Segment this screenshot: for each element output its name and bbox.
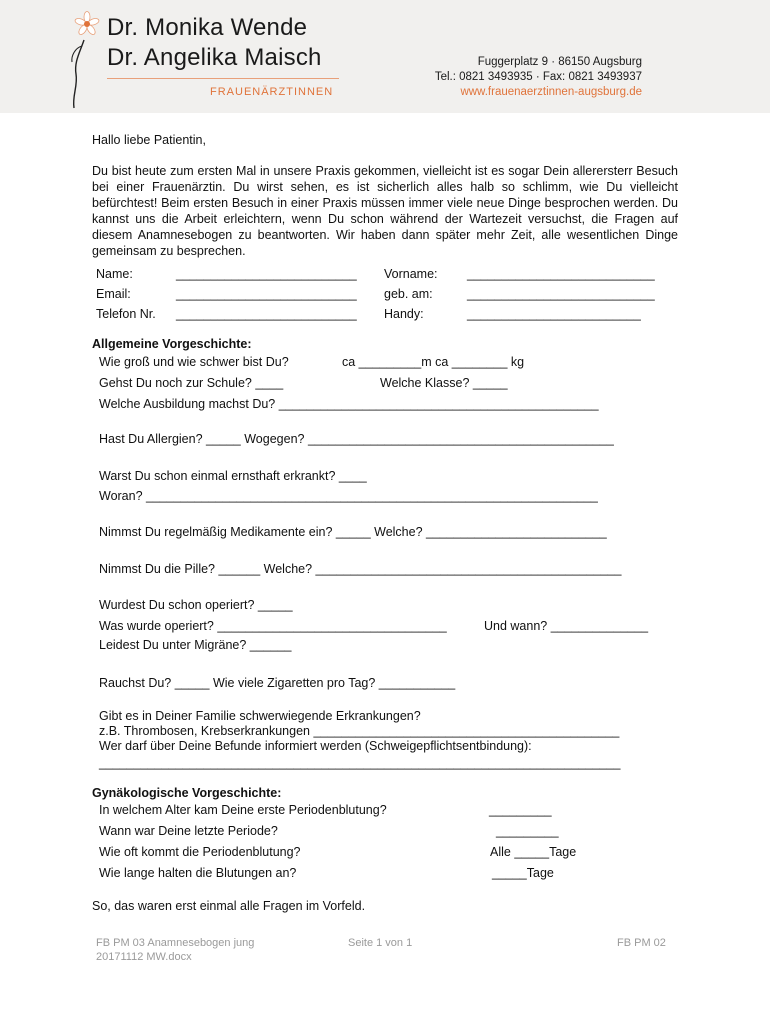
page-number: Seite 1 von 1 [348,937,413,949]
letterhead [0,0,770,113]
migraine-question[interactable]: Leidest Du unter Migräne? ______ [99,638,292,652]
birthdate-label: geb. am: [384,287,433,301]
doctor-name-2: Dr. Angelika Maisch [107,44,322,71]
birthdate-field[interactable]: ___________________________ [467,287,655,301]
flower-logo-icon [60,10,100,110]
consent-field[interactable]: ___________________________________________________________________________ [99,756,621,770]
surgery-question[interactable]: Wurdest Du schon operiert? _____ [99,598,293,612]
intro-paragraph: Du bist heute zum ersten Mal in unsere Praxis gekommen, vielleicht ist es sogar Dein allerersterr Besuch bei einer Frauenärztin. Du wirst sehen, es ist sicherlich alles halb so schlimm, wie Du vielleicht befürchtest! Beim ersten Besuch in einer Praxis müssen immer viele neue Dinge besprochen werden. Du kannst uns die Arbeit erleichtern, wenn Du schon während der Wartezeit versuchst, die Fragen auf diesem Anamnesebogen zu beantworten. Wir haben dann später mehr Zeit, alle wesentlichen Dinge gemeinsam zu besprechen. [92,164,678,258]
vorname-field[interactable]: ___________________________ [467,267,655,281]
vorname-label: Vorname: [384,267,438,281]
gyn-history-heading: Gynäkologische Vorgeschichte: [92,786,282,800]
phone-label: Telefon Nr. [96,307,156,321]
period-duration-question: Wie lange halten die Blutungen an? [99,866,297,880]
smoking-question[interactable]: Rauchst Du? _____ Wie viele Zigaretten pro Tag? ___________ [99,676,456,690]
pill-question[interactable]: Nimmst Du die Pille? ______ Welche? ____________________________________________ [99,562,622,576]
general-history-heading: Allgemeine Vorgeschichte: [92,337,252,351]
school-question[interactable]: Gehst Du noch zur Schule? ____ [99,376,284,390]
illness-question[interactable]: Warst Du schon einmal ernsthaft erkrankt? ____ [99,469,367,483]
mobile-field[interactable]: _________________________ [467,307,641,321]
name-label: Name: [96,267,133,281]
size-question: Wie groß und wie schwer bist Du? [99,355,289,369]
illness-detail-field[interactable]: Woran? _________________________________________________________________ [99,489,598,503]
class-question[interactable]: Welche Klasse? _____ [380,376,508,390]
email-field[interactable]: __________________________ [176,287,357,301]
doctor-name-1: Dr. Monika Wende [107,14,308,41]
closing-text: So, das waren erst einmal alle Fragen im Vorfeld. [92,899,366,913]
practice-subtitle: FRAUENÄRZTINNEN [210,86,334,98]
address: Fuggerplatz 9 · 86150 Augsburg [477,56,642,68]
last-period-question: Wann war Deine letzte Periode? [99,824,278,838]
period-frequency-question: Wie oft kommt die Periodenblutung? [99,845,301,859]
consent-question: Wer darf über Deine Befunde informiert werden (Schweigepflichtsentbindung): [99,739,532,753]
phone-field[interactable]: __________________________ [176,307,357,321]
mobile-label: Handy: [384,307,424,321]
size-answer-field[interactable]: ca _________m ca ________ kg [342,355,525,369]
first-period-field[interactable]: _________ [489,803,552,817]
website-link[interactable]: www.frauenaerztinnen-augsburg.de [460,86,642,98]
greeting: Hallo liebe Patientin, [92,133,206,147]
form-code: FB PM 02 [617,937,666,949]
divider [107,78,339,79]
document-id-line2: 20171112 MW.docx [96,951,192,963]
allergies-question[interactable]: Hast Du Allergien? _____ Wogegen? ____________________________________________ [99,432,614,446]
surgery-detail-field[interactable]: Was wurde operiert? _________________________________ [99,619,447,633]
period-frequency-field[interactable]: Alle _____Tage [490,845,577,859]
name-field[interactable]: __________________________ [176,267,357,281]
surgery-date-field[interactable]: Und wann? ______________ [484,619,649,633]
family-detail-field[interactable]: z.B. Thrombosen, Krebserkrankungen ____________________________________________ [99,724,620,738]
medication-question[interactable]: Nimmst Du regelmäßig Medikamente ein? _____ Welche? __________________________ [99,525,607,539]
document-id-line1: FB PM 03 Anamnesebogen jung [96,937,255,949]
family-question: Gibt es in Deiner Familie schwerwiegende Erkrankungen? [99,709,421,723]
phone-fax: Tel.: 0821 3493935 · Fax: 0821 3493937 [434,71,642,83]
training-question[interactable]: Welche Ausbildung machst Du? ______________________________________________ [99,397,599,411]
email-label: Email: [96,287,131,301]
period-duration-field[interactable]: _____Tage [492,866,554,880]
last-period-field[interactable]: _________ [496,824,559,838]
first-period-question: In welchem Alter kam Deine erste Periodenblutung? [99,803,387,817]
